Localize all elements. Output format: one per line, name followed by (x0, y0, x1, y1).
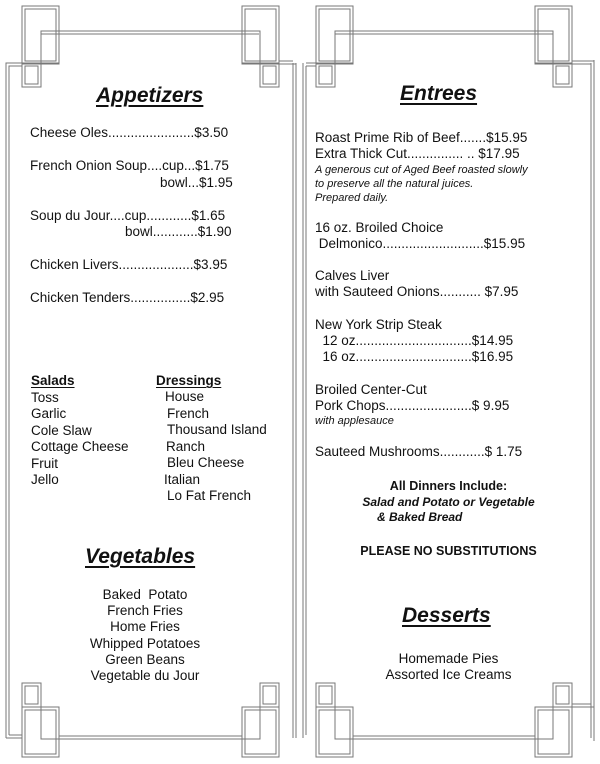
menu-item-prime-rib: Roast Prime Rib of Beef.......$15.95 (315, 130, 528, 145)
menu-item-chicken-tenders: Chicken Tenders................$2.95 (30, 290, 225, 305)
prime-rib-description: to preserve all the natural juices. (315, 178, 474, 190)
salad-item: Cole Slaw (31, 423, 92, 438)
menu-item-extra-thick-cut: Extra Thick Cut............... .. $17.95 (315, 146, 520, 161)
salad-item: Cottage Cheese (31, 439, 129, 454)
entrees-heading: Entrees (400, 82, 478, 105)
dinners-include-heading: All Dinners Include: (389, 479, 508, 493)
vegetable-item: Baked Potato (102, 587, 188, 602)
dressing-item: Bleu Cheese (167, 455, 245, 470)
dressing-item: French (167, 406, 210, 421)
dressing-item: Italian (164, 472, 201, 487)
dressing-item: Ranch (166, 439, 206, 454)
prime-rib-description: A generous cut of Aged Beef roasted slowly (315, 164, 528, 176)
vegetable-item: Vegetable du Jour (90, 668, 200, 683)
menu-item-sauteed-mushrooms: Sauteed Mushrooms............$ 1.75 (315, 444, 523, 459)
dressing-item: Lo Fat French (167, 488, 252, 503)
desserts-heading: Desserts (402, 604, 491, 627)
appetizers-heading: Appetizers (96, 84, 204, 107)
vegetable-item: French Fries (107, 603, 183, 618)
dessert-item: Homemade Pies (398, 651, 499, 666)
salad-item: Toss (31, 390, 59, 405)
prime-rib-description: Prepared daily. (315, 192, 389, 204)
menu-item-pork-chops-price: Pork Chops.......................$ 9.95 (315, 398, 510, 413)
salads-heading: Salads (31, 373, 75, 388)
salad-item: Jello (31, 472, 59, 487)
menu-item-ny-strip-16oz: 16 oz...............................$16.95 (315, 349, 514, 364)
dressing-item: House (165, 389, 205, 404)
vegetable-item: Whipped Potatoes (89, 636, 201, 651)
menu-item-delmonico-price: Delmonico...........................$15.95 (315, 236, 526, 251)
vegetable-item: Green Beans (105, 652, 185, 667)
menu-item-french-onion-cup: French Onion Soup....cup...$1.75 (30, 158, 229, 173)
menu-item-chicken-livers: Chicken Livers....................$3.95 (30, 257, 228, 272)
no-substitutions-notice: PLEASE NO SUBSTITUTIONS (360, 544, 537, 558)
menu-item-french-onion-bowl: bowl...$1.95 (160, 175, 233, 190)
menu-item-calves-liver-price: with Sauteed Onions........... $7.95 (315, 284, 519, 299)
dinners-include-line: Salad and Potato or Vegetable (362, 495, 535, 509)
dressing-item: Thousand Island (167, 422, 267, 437)
menu-item-calves-liver: Calves Liver (315, 268, 390, 283)
menu-item-cheese-oles: Cheese Oles.......................$3.50 (30, 125, 229, 140)
vegetable-item: Home Fries (110, 619, 180, 634)
salad-item: Garlic (31, 406, 67, 421)
dressings-heading: Dressings (156, 373, 222, 388)
dinners-include-line: & Baked Bread (377, 510, 463, 524)
menu-item-ny-strip-12oz: 12 oz...............................$14.95 (315, 333, 514, 348)
pork-chops-note: with applesauce (315, 415, 394, 427)
menu-item-ny-strip: New York Strip Steak (315, 317, 442, 332)
menu-item-soup-du-jour-bowl: bowl............$1.90 (125, 224, 232, 239)
menu-item-delmonico: 16 oz. Broiled Choice (315, 220, 444, 235)
menu-item-soup-du-jour-cup: Soup du Jour....cup............$1.65 (30, 208, 226, 223)
vegetables-heading: Vegetables (85, 545, 196, 568)
dessert-item: Assorted Ice Creams (385, 667, 512, 682)
menu-item-pork-chops: Broiled Center-Cut (315, 382, 427, 397)
salad-item: Fruit (31, 456, 58, 471)
